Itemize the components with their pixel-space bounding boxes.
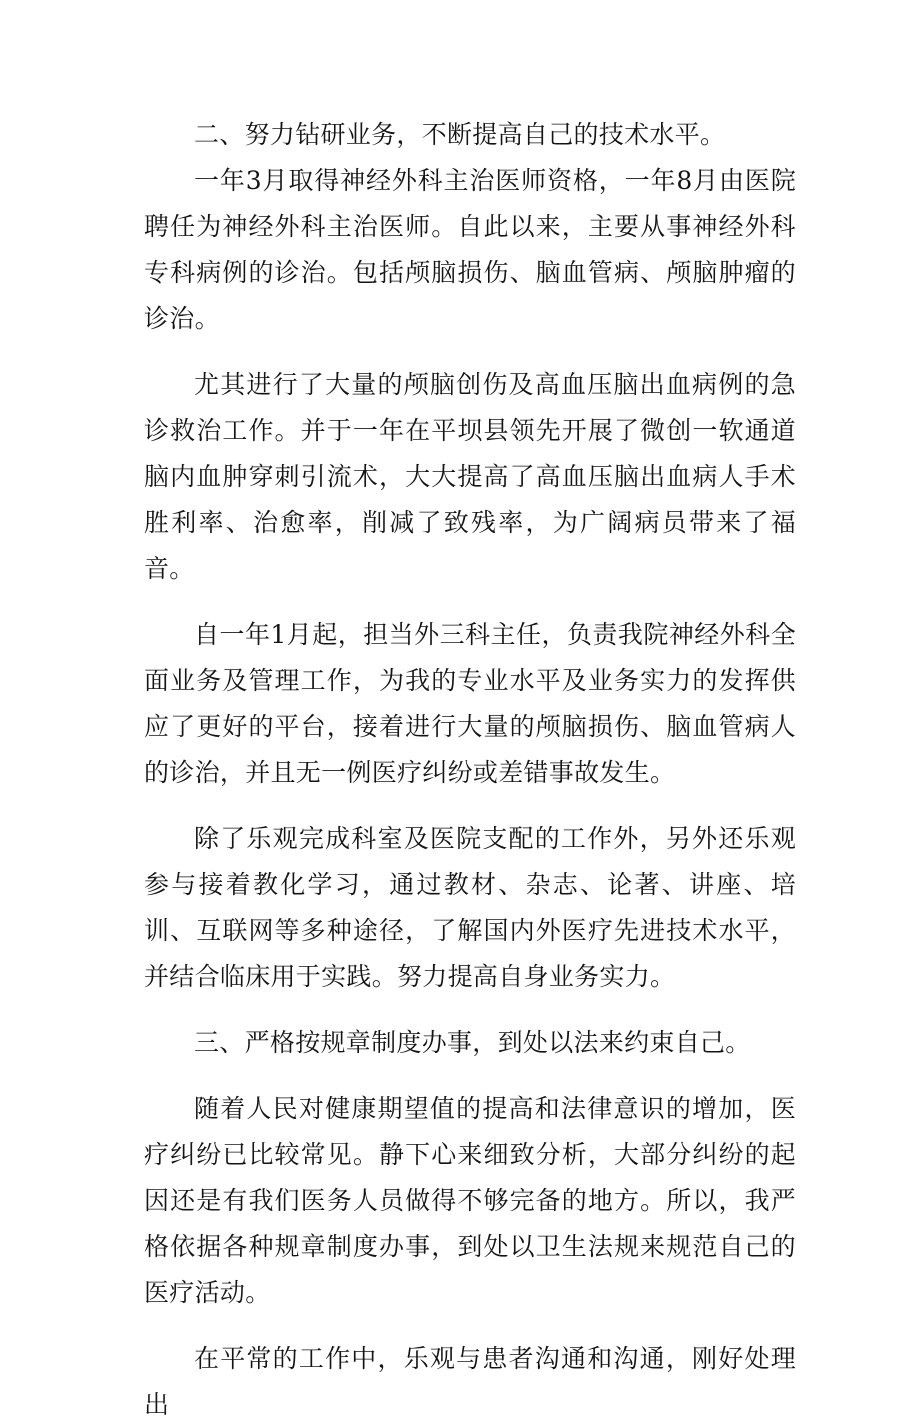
section-heading-3: 三、严格按规章制度办事，到处以法来约束自己。 [194,1028,751,1057]
paragraph-medical-disputes: 随着人民对健康期望值的提高和法律意识的增加，医疗纠纷已比较常见。静下心来细致分析，大部分纠纷的起因还是有我们医务人员做得不够完备的地方。所以，我严格依据各种规章制度办事，到处以卫生法规来规范自己的医疗活动。 [144,1094,796,1307]
paragraph-department-head: 自一年1月起，担当外三科主任，负责我院神经外科全面业务及管理工作，为我的专业水平及业务实力的发挥供应了更好的平台，接着进行大量的颅脑损伤、脑血管病人的诊治，并且无一例医疗纠纷或差错事故发生。 [144,620,796,787]
paragraph-patient-communication: 在平常的工作中，乐观与患者沟通和沟通，刚好处理出 [144,1344,796,1419]
paragraph-qualification: 一年3月取得神经外科主治医师资格，一年8月由医院聘任为神经外科主治医师。自此以来，主要从事神经外科专科病例的诊治。包括颅脑损伤、脑血管病、颅脑肿瘤的诊治。 [144,166,796,333]
section-heading-2: 二、努力钻研业务，不断提高自己的技术水平。 [194,120,726,149]
paragraph-continuing-education: 除了乐观完成科室及医院支配的工作外，另外还乐观参与接着教化学习，通过教材、杂志、论著、讲座、培训、互联网等多种途径，了解国内外医疗先进技术水平，并结合临床用于实践。努力提高自身业务实力。 [144,824,796,991]
paragraph-emergency-treatment: 尤其进行了大量的颅脑创伤及高血压脑出血病例的急诊救治工作。并于一年在平坝县领先开展了微创一软通道脑内血肿穿刺引流术，大大提高了高血压脑出血病人手术胜利率、治愈率，削减了致残率，为广阔病员带来了福音。 [144,370,796,583]
document-body [144,112,796,1428]
